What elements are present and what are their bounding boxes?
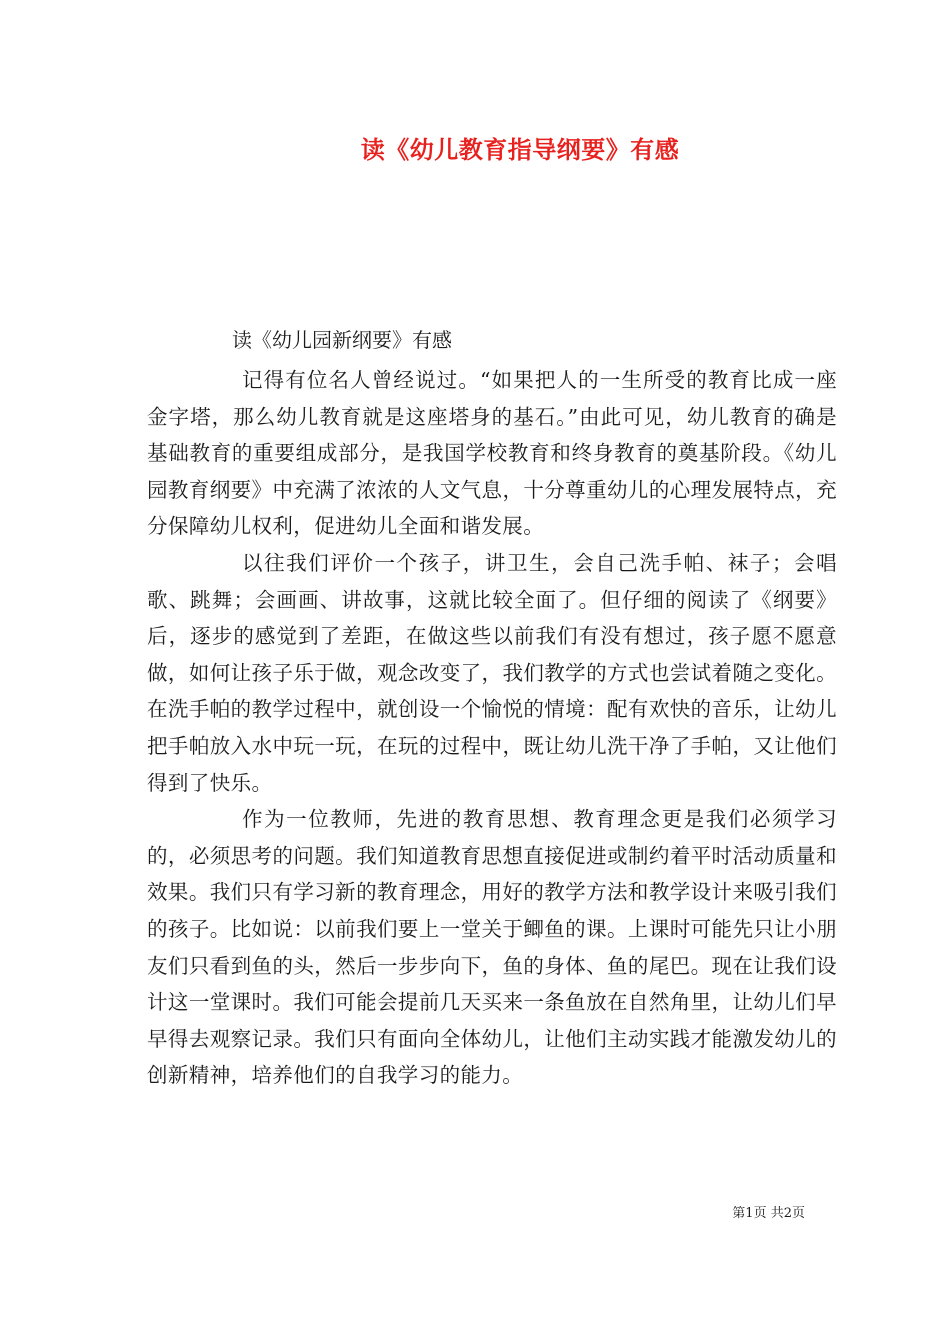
document-body [147, 362, 837, 1094]
footer-prefix: 第 [732, 1206, 746, 1221]
document-subtitle: 读《幼儿园新纲要》有感 [232, 328, 452, 352]
document-title: 读《幼儿教育指导纲要》有感 [360, 135, 680, 164]
page-footer [732, 1205, 805, 1223]
footer-suffix: 页 [791, 1206, 805, 1221]
footer-total-pages: 2 [783, 1206, 792, 1221]
paragraph-2: 以往我们评价一个孩子，讲卫生，会自己洗手帕、袜子；会唱歌、跳舞；会画画、讲故事，这就比较全面了。但仔细的阅读了《纲要》后，逐步的感觉到了差距，在做这些以前我们有没有想过，孩子愿不愿意做，如何让孩子乐于做，观念改变了，我们教学的方式也尝试着随之变化。在洗手帕的教学过程中，就创设一个愉悦的情境：配有欢快的音乐，让幼儿把手帕放入水中玩一玩，在玩的过程中，既让幼儿洗干净了手帕，又让他们得到了快乐。 [147, 550, 837, 795]
paragraph-3: 作为一位教师，先进的教育思想、教育理念更是我们必须学习的，必须思考的问题。我们知道教育思想直接促进或制约着平时活动质量和效果。我们只有学习新的教育理念，用好的教学方法和教学设计来吸引我们的孩子。比如说：以前我们要上一堂关于鲫鱼的课。上课时可能先只让小朋友们只看到鱼的头，然后一步步向下，鱼的身体、鱼的尾巴。现在让我们设计这一堂课时。我们可能会提前几天买来一条鱼放在自然角里，让幼儿们早早得去观察记录。我们只有面向全体幼儿，让他们主动实践才能激发幼儿的创新精神，培养他们的自我学习的能力。 [147, 807, 837, 1088]
footer-middle: 页 共 [753, 1206, 784, 1221]
footer-current-page: 1 [745, 1206, 754, 1221]
paragraph-1: 记得有位名人曾经说过。“如果把人的一生所受的教育比成一座金字塔，那么幼儿教育就是这座塔身的基石。”由此可见，幼儿教育的确是基础教育的重要组成部分，是我国学校教育和终身教育的奠基阶段。《幼儿园教育纲要》中充满了浓浓的人文气息，十分尊重幼儿的心理发展特点，充分保障幼儿权利，促进幼儿全面和谐发展。 [147, 368, 837, 539]
